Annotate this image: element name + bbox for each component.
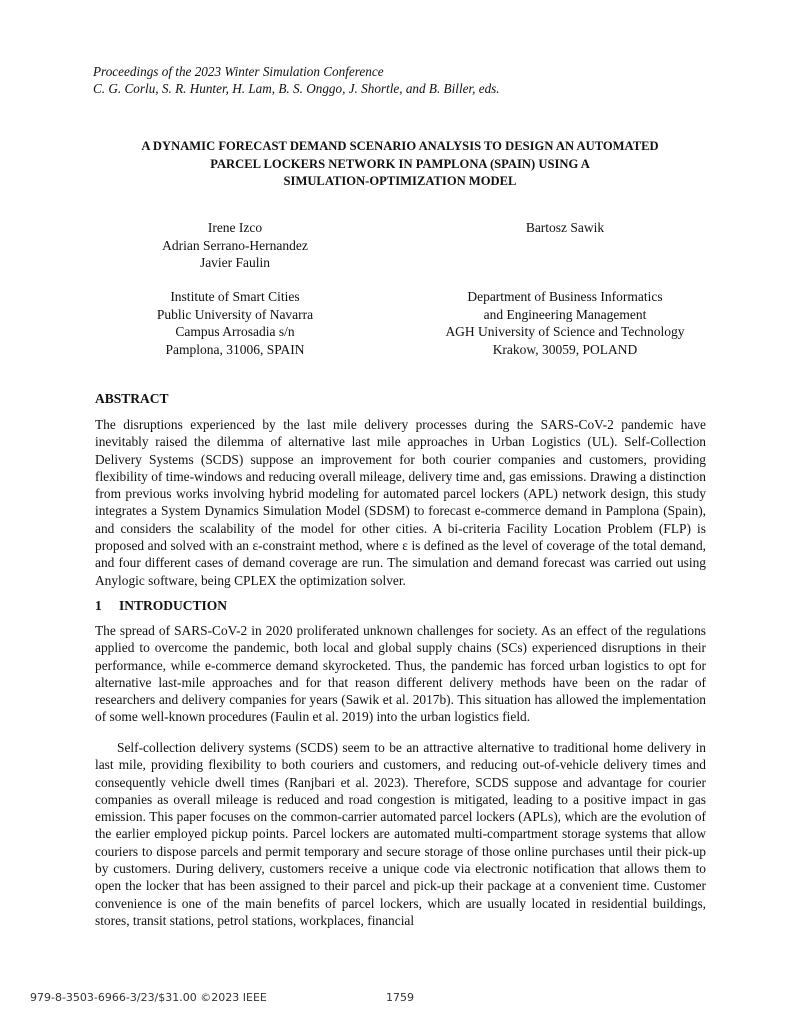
affiliation-line: Public University of Navarra bbox=[156, 306, 314, 322]
author-name: Adrian Serrano-Hernandez bbox=[162, 237, 308, 253]
affiliation-line: and Engineering Management bbox=[483, 306, 647, 322]
affiliation-line: AGH University of Science and Technology bbox=[445, 324, 685, 339]
authors-left bbox=[110, 219, 360, 272]
paper-title bbox=[95, 138, 705, 191]
editors-line: C. G. Corlu, S. R. Hunter, H. Lam, B. S. Onggo, J. Shortle, and B. Biller, eds. bbox=[93, 81, 500, 96]
introduction-heading bbox=[95, 598, 227, 614]
introduction-paragraph-1: The spread of SARS-CoV-2 in 2020 proliferated unknown challenges for society. As an effect of the regulations applied to overcome the pandemic, both local and global supply chains (SCs) experienced disruptions in their performance, while e-commerce demand skyrocketed. Thus, the pandemic has forced urban logistics to opt for alternative last-mile approaches and for that reason different delivery methods have been on the radar of researchers and delivery companies for years (Sawik et al. 2017b). This situation has allowed the implementation of some well-known procedures (Faulin et al. 2019) into the urban logistics field. bbox=[95, 623, 706, 725]
affiliation-right bbox=[400, 288, 730, 358]
abstract-heading: ABSTRACT bbox=[95, 391, 169, 406]
isbn-copyright: 979-8-3503-6966-3/23/$31.00 ©2023 IEEE bbox=[30, 991, 267, 1004]
affiliation-line: Campus Arrosadia s/n bbox=[175, 324, 295, 339]
affiliation-line: Pamplona, 31006, SPAIN bbox=[165, 341, 305, 357]
title-line: PARCEL LOCKERS NETWORK IN PAMPLONA (SPAIN) USING A bbox=[210, 156, 590, 171]
affiliation-line: Institute of Smart Cities bbox=[170, 289, 300, 304]
author-name: Bartosz Sawik bbox=[525, 220, 605, 235]
title-line: SIMULATION-OPTIMIZATION MODEL bbox=[283, 174, 517, 188]
affiliation-line: Department of Business Informatics bbox=[467, 289, 663, 304]
affiliation-line: Krakow, 30059, POLAND bbox=[492, 341, 638, 357]
author-name: Javier Faulin bbox=[199, 255, 271, 270]
page-number: 1759 bbox=[386, 991, 414, 1004]
proceedings-header bbox=[93, 63, 500, 97]
proceedings-line: Proceedings of the 2023 Winter Simulation Conference bbox=[93, 64, 384, 79]
section-number: 1 bbox=[95, 598, 102, 613]
abstract-text: The disruptions experienced by the last mile delivery processes during the SARS-CoV-2 pandemic have inevitably raised the dilemma of alternative last mile approaches in Urban Logistics (UL). Self-Collection Delivery Systems (SCDS) suppose an improvement for both courier companies and customers, providing flexibility of time-windows and reducing overall mileage, delivery time and, gas emissions. Drawing a distinction from previous works involving hybrid modeling for automated parcel lockers (APL) network design, this study integrates a System Dynamics Simulation Model (SDSM) to forecast e-commerce demand in Pamplona (Spain), and considers the scalability of the model for other cities. A bi-criteria Facility Location Problem (FLP) is proposed and solved with an ε-constraint method, where ε is defined as the level of coverage of the total demand, and four different cases of demand coverage are run. The simulation and demand forecast was carried out using Anylogic software, being CPLEX the optimization solver. bbox=[95, 417, 706, 588]
section-title: INTRODUCTION bbox=[119, 598, 228, 613]
authors-right bbox=[440, 219, 690, 237]
introduction-paragraph-2: Self-collection delivery systems (SCDS) seem to be an attractive alternative to traditional home delivery in last mile, providing flexibility to both couriers and customers, and reducing out-of-vehicle delivery times and consequently vehicle dwell times (Ranjbari et al. 2023). Therefore, SCDS suppose and advantage for courier companies as overall mileage is reduced and road congestion is mitigated, leading to a positive impact in gas emission. This paper focuses on the common-carrier automated parcel lockers (APLs), which are the evolution of the earlier employed pickup points. Parcel lockers are automated multi-compartment storage systems that allow couriers to dispose parcels and permit temporary and secure storage of those online purchases until their pick-up by customers. During delivery, customers receive a unique code via electronic notification that allows them to open the locker that has been assigned to their parcel and pick-up their package at a convenient time. Customer convenience is one of the main benefits of parcel lockers, which are usually located in residential buildings, stores, transit stations, petrol stations, workplaces, financial bbox=[95, 740, 706, 928]
author-name: Irene Izco bbox=[207, 220, 263, 235]
affiliation-left bbox=[110, 288, 360, 358]
title-line: A DYNAMIC FORECAST DEMAND SCENARIO ANALYSIS TO DESIGN AN AUTOMATED bbox=[141, 139, 659, 153]
